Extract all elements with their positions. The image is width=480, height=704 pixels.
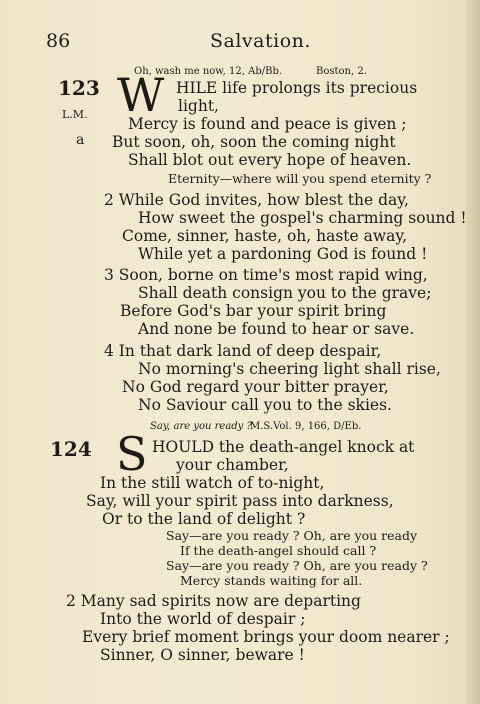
hymn-123-line: light,: [178, 97, 219, 115]
hymn-123-line: But soon, oh, soon the coming night: [112, 133, 396, 151]
hymn-123-verse-line: Shall death consign you to the grave;: [138, 284, 432, 302]
hymn-124-verse-line: Into the world of despair ;: [100, 610, 306, 628]
hymn-123-verse-line: 2 While God invites, how blest the day,: [104, 191, 409, 209]
hymn-123-verse-line: How sweet the gospel's charming sound !: [138, 209, 467, 227]
hymn-123-number: 123: [58, 76, 100, 100]
hymn-123-line: Mercy is found and peace is given ;: [128, 115, 407, 133]
hymn-124-chorus-line: Mercy stands waiting for all.: [180, 573, 363, 588]
hymn-124-verse-line: Every brief moment brings your doom nearer ;: [82, 628, 450, 646]
hymn-123-verse-line: No morning's cheering light shall rise,: [138, 360, 441, 378]
hymn-124-chorus-line: Say—are you ready ? Oh, are you ready: [166, 528, 418, 543]
hymn-123-verse-line: Come, sinner, haste, oh, haste away,: [122, 227, 408, 245]
hymn-123-verse-line: And none be found to hear or save.: [138, 320, 415, 338]
hymn-124-line: Or to the land of delight ?: [102, 510, 306, 528]
hymn-124-tune-source: M.S.Vol. 9, 166, D/Eb.: [250, 421, 362, 432]
hymn-124-line: In the still watch of to-night,: [100, 474, 325, 492]
hymn-124-chorus-line: Say—are you ready ? Oh, are you ready ?: [166, 558, 428, 573]
hymn-123-tune-note: Oh, wash me now, 12, Ab/Bb.: [134, 66, 283, 77]
hymn-123-refrain: Eternity—where will you spend eternity ?: [168, 171, 432, 186]
hymn-124-line: your chamber,: [176, 456, 289, 474]
hymn-123-verse-line: While yet a pardoning God is found !: [138, 245, 428, 263]
hymn-123-verse-line: Before God's bar your spirit bring: [120, 302, 387, 320]
page-title: Salvation.: [210, 30, 311, 52]
hymn-123-verse-line: No God regard your bitter prayer,: [122, 378, 389, 396]
hymn-123-key-mark: a: [76, 132, 85, 148]
page-edge: [466, 0, 480, 704]
hymn-123-first-line: HILE life prolongs its precious: [176, 79, 418, 97]
hymn-123-verse-line: 4 In that dark land of deep despair,: [104, 342, 382, 360]
hymn-123-meter: L.M.: [62, 108, 88, 121]
hymn-124-verse-line: Sinner, O sinner, beware !: [100, 646, 305, 664]
hymn-123-line: Shall blot out every hope of heaven.: [128, 151, 412, 169]
hymn-123-verse-line: No Saviour call you to the skies.: [138, 396, 392, 414]
hymn-124-chorus-line: If the death-angel should call ?: [180, 543, 377, 558]
hymn-123-tune-source: Boston, 2.: [316, 66, 367, 77]
hymn-124-tune-note: Say, are you ready ?: [150, 421, 252, 432]
hymn-124-verse-line: 2 Many sad spirits now are departing: [66, 592, 361, 610]
hymn-123-verse-line: 3 Soon, borne on time's most rapid wing,: [104, 266, 428, 284]
hymn-124-first-line: HOULD the death-angel knock at: [152, 438, 415, 456]
hymn-124-line: Say, will your spirit pass into darkness,: [86, 492, 394, 510]
hymn-124-drop-cap: S: [116, 427, 148, 481]
hymn-123-drop-cap: W: [117, 68, 165, 122]
hymn-124-number: 124: [50, 437, 92, 461]
page-number: 86: [46, 30, 71, 52]
